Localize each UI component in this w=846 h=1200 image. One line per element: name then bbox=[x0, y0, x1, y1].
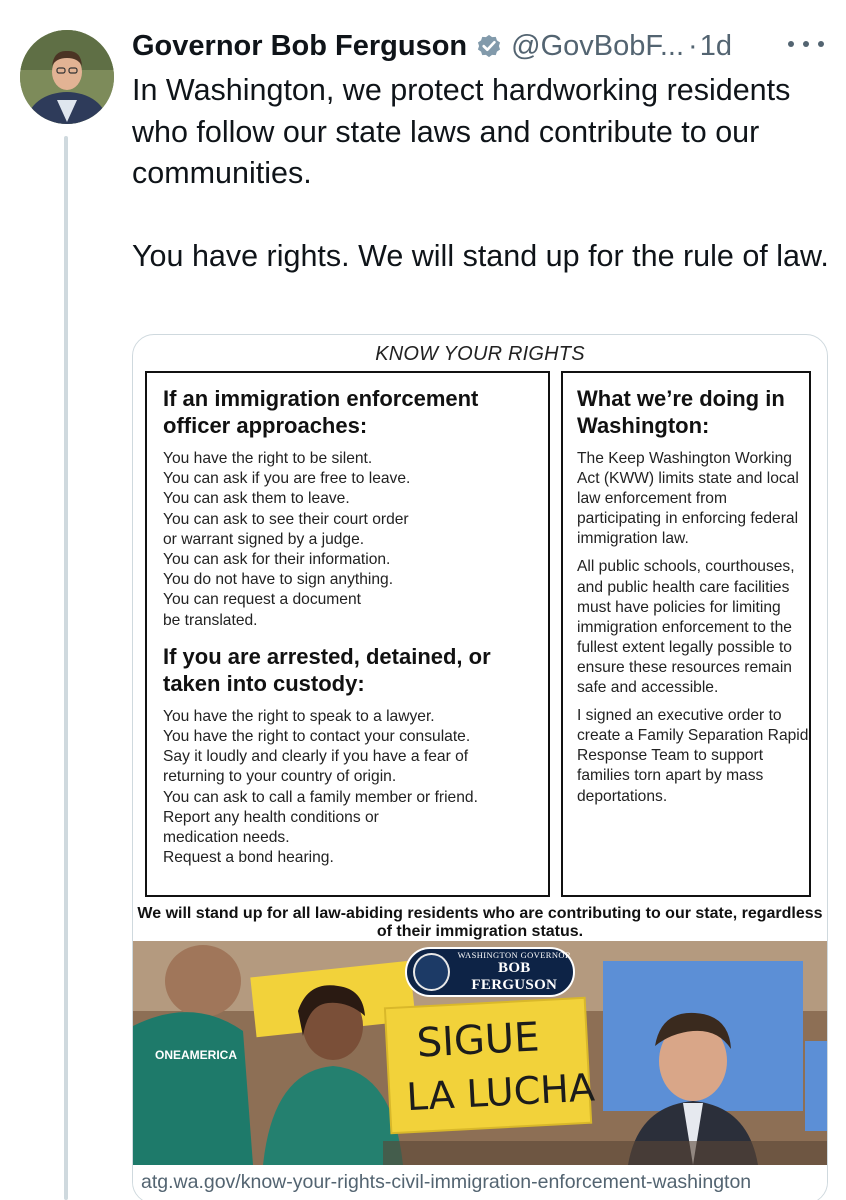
flyer-title: KNOW YOUR RIGHTS bbox=[375, 343, 585, 365]
state-actions-paragraph: I signed an executive order to create a Family Separation Rapid Response Team to support families torn apart by mass deportations. bbox=[577, 707, 809, 805]
rights-item: be translated. bbox=[163, 611, 258, 629]
tweet-timestamp[interactable]: 1d bbox=[699, 29, 732, 62]
author-avatar[interactable] bbox=[20, 30, 114, 124]
rights-item: or warrant signed by a judge. bbox=[163, 530, 365, 548]
arrest-list bbox=[163, 707, 548, 869]
rights-item: You can request a document bbox=[163, 591, 361, 609]
tweet-text bbox=[132, 70, 832, 278]
arrest-item: You have the right to speak to a lawyer. bbox=[163, 707, 435, 725]
arrest-item: Say it loudly and clearly if you have a fear of bbox=[163, 748, 469, 766]
rights-item: You can ask them to leave. bbox=[163, 490, 350, 508]
state-actions-paragraph: All public schools, courthouses, and public health care facilities must have policies for limiting immigration enforcement to the fullest extent legally possible to ensure these resources remain safe and accessible. bbox=[577, 558, 795, 697]
rights-item: You do not have to sign anything. bbox=[163, 571, 394, 589]
logo-big-text: BOB FERGUSON bbox=[471, 960, 558, 993]
flyer-banner: We will stand up for all law-abiding residents who are contributing to our state, regardless of their immigration status. bbox=[137, 905, 823, 940]
sign-text-line2: LA LUCHA bbox=[405, 1065, 596, 1120]
tweet-paragraph: In Washington, we protect hardworking residents who follow our state laws and contribute to our communities. bbox=[132, 73, 791, 190]
card-link-url[interactable]: atg.wa.gov/know-your-rights-civil-immigration-enforcement-washington bbox=[133, 1165, 827, 1200]
logo-small-text: WASHINGTON GOVERNOR bbox=[457, 950, 572, 960]
arrest-item: You have the right to contact your consulate. bbox=[163, 728, 471, 746]
logo-text bbox=[456, 950, 573, 994]
arrest-item: Report any health conditions or bbox=[163, 808, 379, 826]
arrest-heading: If you are arrested, detained, or taken into custody: bbox=[163, 643, 491, 696]
tweet-header bbox=[132, 28, 732, 64]
author-name[interactable]: Governor Bob Ferguson bbox=[132, 29, 468, 62]
arrest-item: Request a bond hearing. bbox=[163, 849, 334, 867]
governor-logo bbox=[405, 947, 575, 997]
shirt-text: ONEAMERICA bbox=[155, 1048, 238, 1062]
rights-item: You can ask if you are free to leave. bbox=[163, 470, 411, 488]
thread-connector-line bbox=[64, 136, 68, 1200]
arrest-item: returning to your country of origin. bbox=[163, 768, 397, 786]
more-options-icon[interactable] bbox=[788, 34, 824, 54]
rights-heading: If an immigration enforcement officer approaches: bbox=[163, 386, 479, 438]
state-actions-paragraph: The Keep Washington Working Act (KWW) limits state and local law enforcement from participating in enforcing federal immigration law. bbox=[577, 450, 799, 548]
author-handle[interactable]: @GovBobF... bbox=[511, 29, 685, 62]
state-actions-heading: What we’re doing in Washington: bbox=[577, 386, 785, 438]
tweet-paragraph: You have rights. We will stand up for the rule of law. bbox=[132, 239, 829, 273]
arrest-item: You can ask to call a family member or friend. bbox=[163, 788, 478, 806]
rights-item: You can ask for their information. bbox=[163, 551, 391, 569]
rights-list bbox=[163, 449, 548, 631]
state-actions-box bbox=[561, 371, 811, 897]
arrest-item: medication needs. bbox=[163, 829, 290, 847]
state-seal-icon bbox=[413, 953, 450, 991]
rights-item: You can ask to see their court order bbox=[163, 510, 409, 528]
link-card[interactable] bbox=[132, 334, 828, 1200]
rights-item: You have the right to be silent. bbox=[163, 450, 373, 467]
rights-box bbox=[145, 371, 550, 897]
sign-text-line1: SIGUE bbox=[415, 1014, 541, 1067]
verified-badge-icon[interactable] bbox=[475, 32, 503, 60]
header-separator: · bbox=[688, 29, 698, 62]
